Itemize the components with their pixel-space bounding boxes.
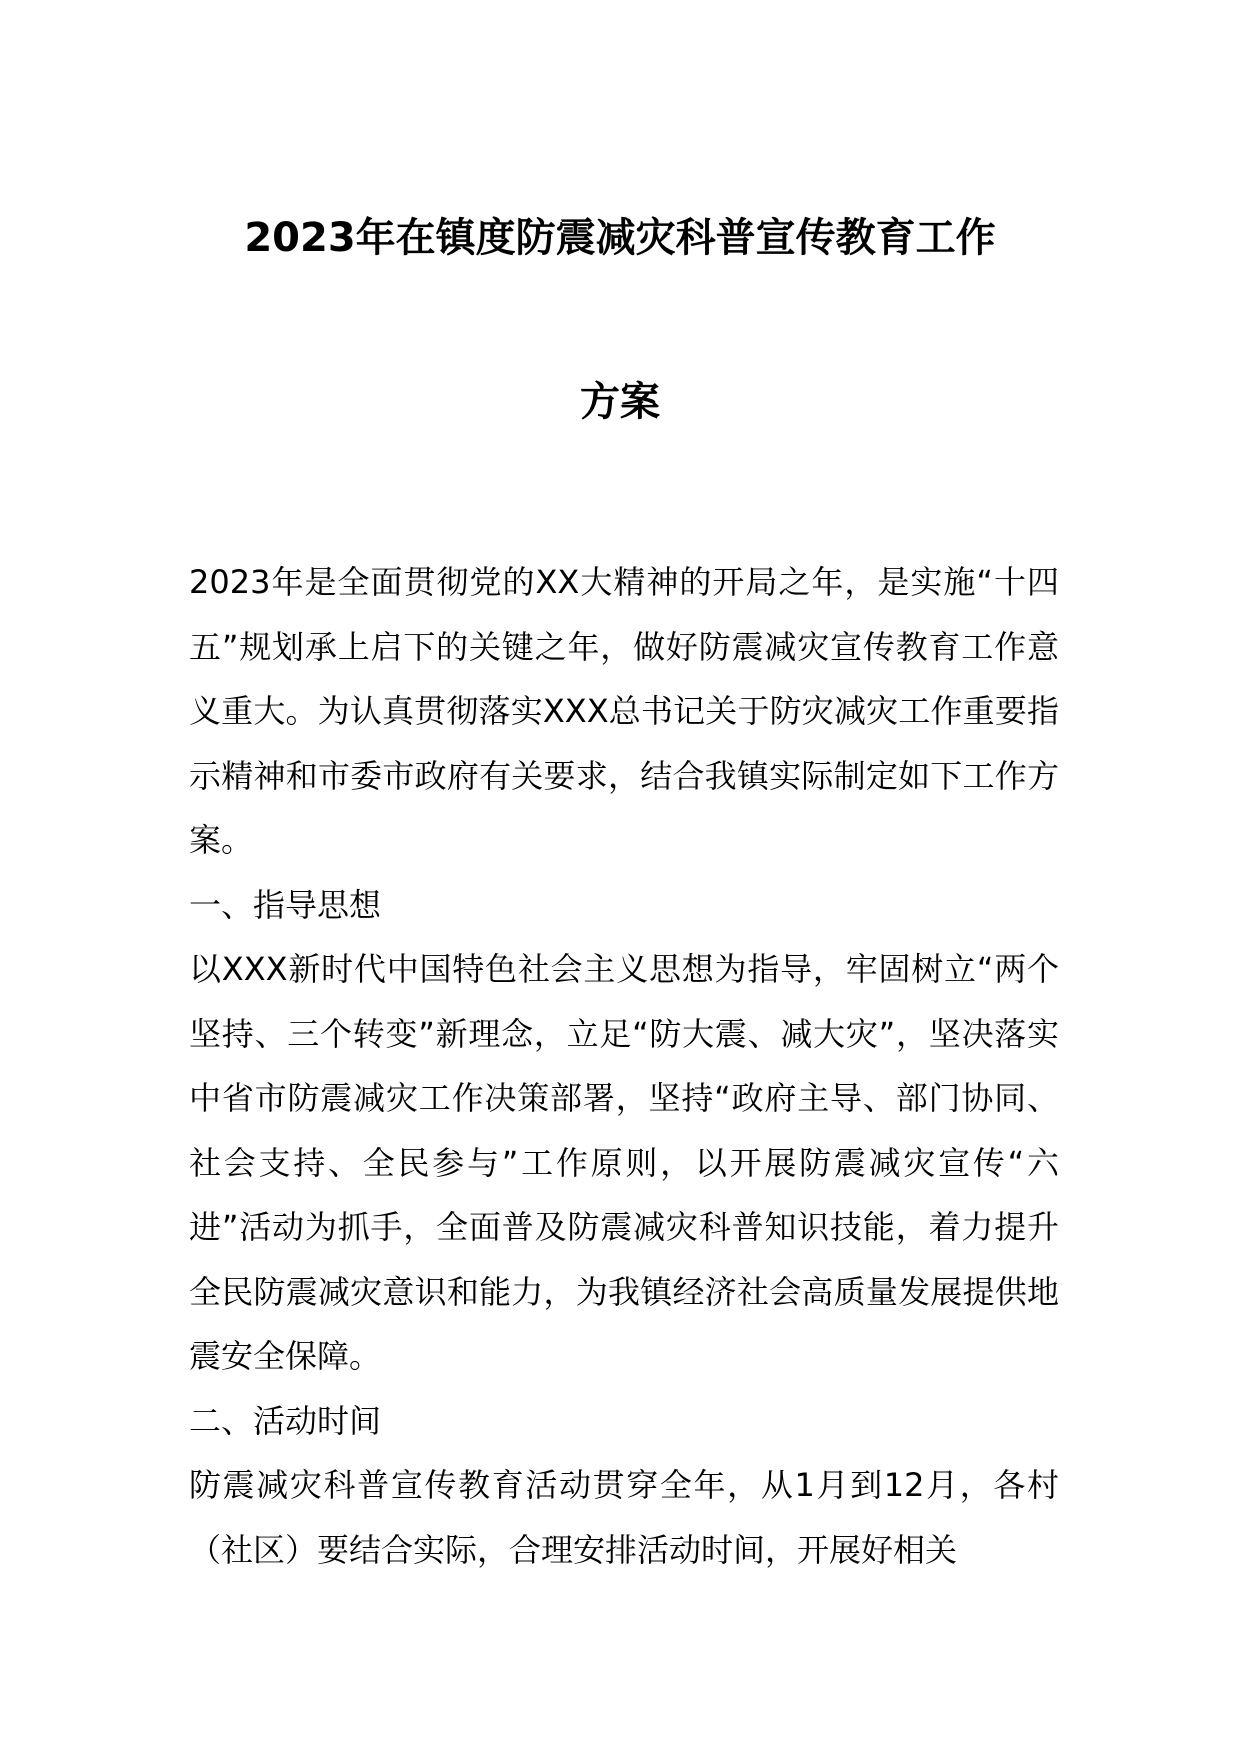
intro-paragraph: 2023年是全面贯彻党的XX大精神的开局之年，是实施“十四五”规划承上启下的关键之年，做好防震减灾宣传教育工作意义重大。为认真贯彻落实XXX总书记关于防灾减灾工作重要指示精神和市委市政府有关要求，结合我镇实际制定如下工作方案。 [189,563,1059,859]
guiding-ideology-paragraph: 以XXX新时代中国特色社会主义思想为指导，牢固树立“两个坚持、三个转变”新理念，立足“防大震、减大灾”，坚决落实中省市防震减灾工作决策部署，坚持“政府主导、部门协同、社会支持、全民参与”工作原则，以开展防震减灾宣传“六进”活动为抓手，全面普及防震减灾科普知识技能，着力提升全民防震减灾意识和能力，为我镇经济社会高质量发展提供地震安全保障。 [189,950,1059,1375]
section-heading-activity-time: 二、活动时间 [189,1401,382,1440]
document-body [189,550,1059,1582]
document-title-line-2: 方案 [580,379,660,425]
document-title-line-1: 2023年在镇度防震减灾科普宣传教育工作 [244,215,996,261]
activity-time-paragraph: 防震减灾科普宣传教育活动贯穿全年，从1月到12月，各村（社区）要结合实际，合理安排活动时间，开展好相关 [189,1466,1059,1569]
section-heading-guiding-ideology: 一、指导思想 [189,885,382,924]
